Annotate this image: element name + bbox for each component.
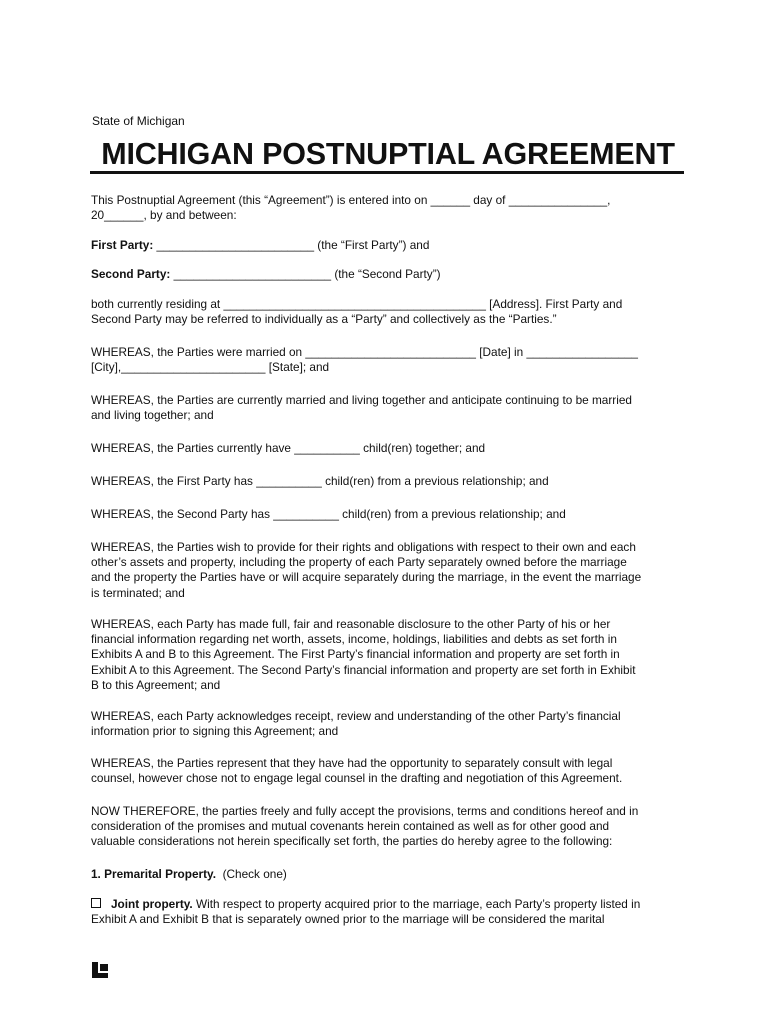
joint-property-line-1 (91, 897, 691, 912)
now-therefore-line-1: NOW THEREFORE, the parties freely and fully accept the provisions, terms and conditions hereof and in (91, 804, 639, 818)
logo-bar-bottom-icon (92, 973, 108, 978)
section-1-note: (Check one) (222, 867, 287, 881)
whereas-children-second-line: WHEREAS, the Second Party has __________ child(ren) from a previous relationship; and (91, 507, 566, 521)
whereas-counsel-paragraph (91, 756, 691, 786)
first-party-line (91, 238, 691, 253)
whereas-children-first-line: WHEREAS, the First Party has __________ child(ren) from a previous relationship; and (91, 474, 549, 488)
joint-property-line-2: Exhibit A and Exhibit B that is separately owned prior to the marriage will be considered the marital (91, 912, 605, 927)
joint-property-checkbox[interactable] (91, 898, 101, 908)
whereas-disclosure-line-3: Exhibits A and B to this Agreement. The First Party’s financial information and property are set forth in (91, 647, 620, 662)
whereas-disclosure-paragraph (91, 617, 691, 693)
whereas-married-paragraph (91, 345, 691, 375)
whereas-children-together-paragraph (91, 441, 691, 456)
second-party-line (91, 267, 691, 282)
now-therefore-paragraph (91, 804, 691, 850)
whereas-disclosure-line-5: B to this Agreement; and (91, 677, 221, 692)
section-1-heading-line (91, 867, 691, 882)
whereas-children-together-line: WHEREAS, the Parties currently have __________ child(ren) together; and (91, 441, 486, 455)
whereas-rights-line-2: other’s assets and property, including the property of each Party separately owned before the marriage (91, 555, 627, 570)
intro-line-2: 20______, by and between: (91, 208, 237, 223)
joint-property-label: Joint property. (111, 897, 193, 911)
residing-line-2: Second Party may be referred to individually as a “Party” and collectively as the “Parties.” (91, 312, 557, 327)
whereas-married-line-2: [City],______________________ [State]; and (91, 360, 330, 375)
now-therefore-line-3: valuable considerations not herein specifically set forth, the parties do hereby agree to the following: (91, 834, 613, 849)
whereas-rights-paragraph (91, 540, 691, 601)
second-party-label: Second Party: (91, 267, 171, 281)
section-1-heading-paragraph (91, 867, 691, 882)
document-title: MICHIGAN POSTNUPTIAL AGREEMENT (101, 137, 675, 171)
whereas-living-paragraph (91, 393, 691, 423)
first-party-label: First Party: (91, 238, 154, 252)
second-party-text: ________________________ (the “Second Party”) (170, 267, 441, 281)
whereas-living-line-1: WHEREAS, the Parties are currently married and living together and anticipate continuing to be married (91, 393, 632, 407)
intro-paragraph (91, 193, 691, 223)
now-therefore-line-2: consideration of the promises and mutual covenants herein contained as well as for other good and (91, 819, 610, 834)
joint-property-text-1: With respect to property acquired prior to the marriage, each Party’s property listed in (192, 897, 641, 911)
section-1-heading: 1. Premarital Property. (91, 867, 217, 881)
joint-property-paragraph (91, 897, 691, 927)
whereas-acknowledge-line-2: information prior to signing this Agreement; and (91, 724, 339, 739)
whereas-children-second-paragraph (91, 507, 691, 522)
first-party-paragraph (91, 238, 691, 253)
title-divider (90, 171, 684, 174)
whereas-rights-line-1: WHEREAS, the Parties wish to provide for their rights and obligations with respect to their own and each (91, 540, 636, 554)
whereas-counsel-line-1: WHEREAS, the Parties represent that they have had the opportunity to separately consult with legal (91, 756, 613, 770)
whereas-living-line-2: and living together; and (91, 408, 214, 423)
whereas-married-line-1: WHEREAS, the Parties were married on __________________________ [Date] in _________________ (91, 345, 638, 359)
whereas-disclosure-line-1: WHEREAS, each Party has made full, fair and reasonable disclosure to the other Party of his or her (91, 617, 611, 631)
second-party-paragraph (91, 267, 691, 282)
residing-line-1: both currently residing at ________________________________________ [Address]. First Party and (91, 297, 623, 311)
whereas-children-first-paragraph (91, 474, 691, 489)
whereas-acknowledge-paragraph (91, 709, 691, 739)
intro-line-1: This Postnuptial Agreement (this “Agreement”) is entered into on ______ day of _______________, (91, 193, 611, 207)
logo-block-icon (100, 964, 108, 971)
whereas-disclosure-line-2: financial information regarding net worth, assets, income, holdings, liabilities and debts as set forth in (91, 632, 617, 647)
whereas-acknowledge-line-1: WHEREAS, each Party acknowledges receipt, review and understanding of the other Party’s financial (91, 709, 621, 723)
whereas-disclosure-line-4: Exhibit A to this Agreement. The Second Party’s financial information and property are set forth in Exhibit (91, 662, 636, 677)
residing-paragraph (91, 297, 691, 327)
first-party-text: ________________________ (the “First Party”) and (153, 238, 430, 252)
legal-templates-logo-icon (91, 961, 109, 979)
whereas-rights-line-3: and the property the Parties have or will acquire separately during the marriage, in the event the marriage (91, 570, 642, 585)
state-label: State of Michigan (92, 114, 185, 128)
whereas-counsel-line-2: counsel, however chose not to engage legal counsel in the drafting and negotiation of this Agreement. (91, 771, 623, 786)
whereas-rights-line-4: is terminated; and (91, 585, 185, 600)
